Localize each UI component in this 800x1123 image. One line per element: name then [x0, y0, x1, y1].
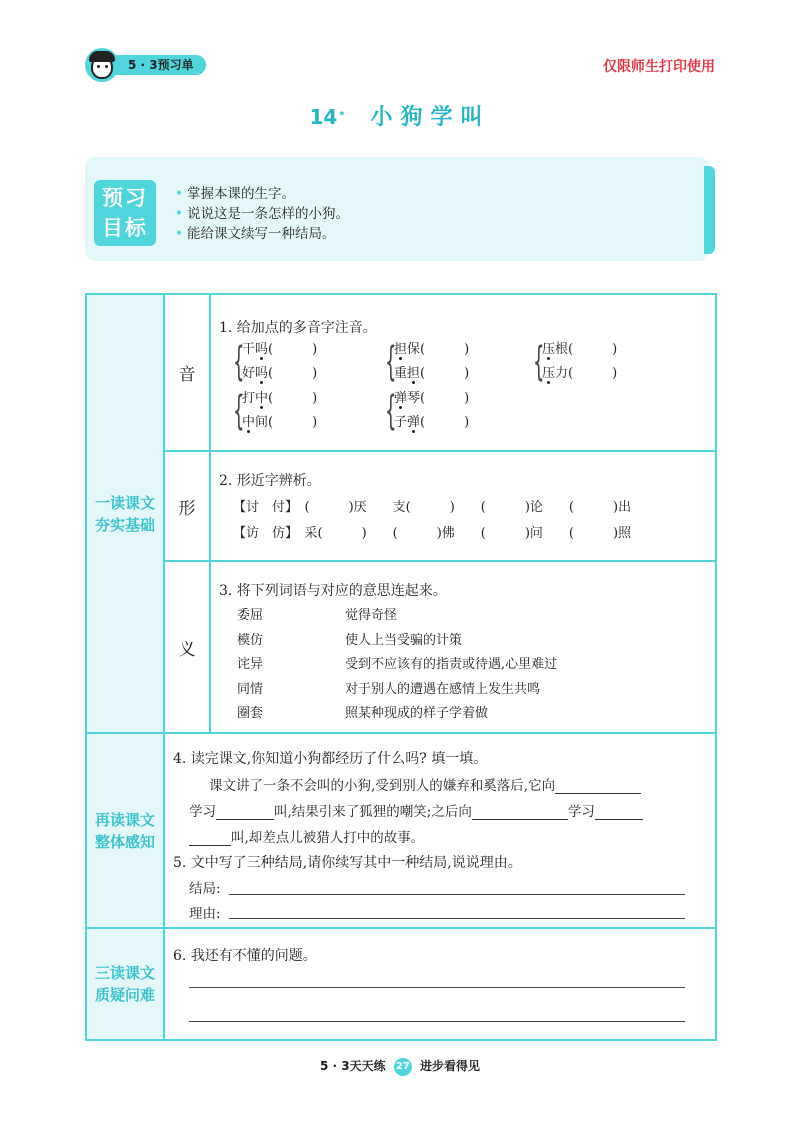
section-read2-line2: 整体感知 — [94, 832, 155, 851]
goal-item: • 说说这是一条怎样的小狗。 — [186, 204, 349, 224]
definition-item: 对于别人的遭遇在感情上发生共鸣 — [345, 681, 541, 697]
shape-row-2: 【访 仿】 采( ) ( )佛 ( )问 ( )照 — [233, 526, 632, 541]
q5-ending-line[interactable] — [229, 894, 685, 895]
footer-right: 进步看得见 — [419, 1059, 480, 1073]
polyphone-group-2: { 担保( ) 重担( ) — [385, 339, 470, 385]
q6-line-1[interactable] — [189, 987, 685, 988]
q4-blank-5[interactable] — [189, 832, 231, 846]
q4-line-2: 学习 叫,结果引来了狐狸的嘲笑;之后向 学习 — [189, 800, 643, 820]
shape-question: 2. 形近字辨析。 — [219, 473, 321, 489]
word-item: 委屈 — [237, 608, 264, 623]
section-read2-line1: 再读课文 — [94, 810, 155, 829]
polyphone-group-1: { 干吗( ) 好吗( ) — [233, 339, 318, 385]
lesson-name: 小狗学叫 — [370, 105, 491, 130]
shape-label: 形 — [164, 451, 210, 561]
meaning-words — [237, 604, 263, 727]
q5-question: 5. 文中写了三种结局,请你续写其中一种结局,说说理由。 — [173, 855, 522, 871]
goal-list — [186, 184, 349, 244]
section-read2 — [86, 733, 164, 928]
shape-cell — [210, 451, 716, 561]
section-read3 — [86, 928, 164, 1040]
definition-item: 使人上当受骗的计策 — [345, 632, 463, 648]
q5-reason-label: 理由: — [189, 906, 221, 922]
section-read3-line2: 质疑问难 — [94, 986, 155, 1004]
word-item: 同情 — [237, 681, 264, 697]
shape-row-1: 【讨 付】 ( )厌 支( ) ( )论 ( )出 — [233, 500, 632, 515]
footer-left: 5 · 3天天练 — [319, 1059, 386, 1073]
section-read1 — [86, 294, 164, 733]
polyphone-group-4: { 打中( ) 中间( ) — [233, 388, 318, 434]
q4-blank-4[interactable] — [595, 806, 643, 820]
q4-line-3: 叫,却差点儿被猎人打中的故事。 — [189, 826, 424, 846]
mascot-logo-icon — [85, 48, 119, 82]
page-number: 27 — [394, 1058, 412, 1076]
section-read3-line1: 三读课文 — [94, 964, 155, 982]
meaning-cell — [210, 561, 716, 733]
lesson-star: * — [339, 109, 345, 121]
goal-badge — [94, 180, 156, 246]
word-item: 圈套 — [237, 706, 264, 721]
meaning-question: 3. 将下列词语与对应的意思连起来。 — [219, 583, 447, 599]
polyphone-group-5: { 弹琴( ) 子弹( ) — [385, 388, 470, 434]
q4-blank-2[interactable] — [216, 806, 274, 820]
word-item: 诧异 — [237, 657, 264, 672]
q4-question: 4. 读完课文,你知道小狗都经历了什么吗? 填一填。 — [173, 751, 488, 767]
definition-item: 照某种现成的样子学着做 — [345, 706, 489, 721]
goal-badge-line1: 预习 — [102, 186, 148, 210]
lesson-number: 14 — [309, 105, 338, 129]
definition-item: 觉得奇怪 — [345, 608, 398, 623]
goal-box-tab — [704, 166, 715, 254]
goal-item: • 能给课文续写一种结局。 — [186, 224, 349, 244]
goal-item: • 掌握本课的生字。 — [186, 184, 349, 204]
overview-cell — [164, 733, 716, 928]
polyphone-group-3: { 压根( ) 压力( ) — [533, 339, 618, 385]
q5-reason-line[interactable] — [229, 918, 685, 919]
footer — [0, 1057, 800, 1076]
definition-item: 受到不应该有的指责或待遇,心里难过 — [345, 657, 558, 672]
worksheet-table — [85, 293, 717, 1041]
q4-blank-3[interactable] — [472, 806, 568, 820]
q6-question: 6. 我还有不懂的问题。 — [173, 948, 317, 964]
section-read1-line2: 夯实基础 — [94, 515, 155, 534]
brand-tag: 5 · 3预习单 — [110, 55, 206, 75]
sound-cell — [210, 294, 716, 451]
lesson-title — [0, 100, 800, 131]
sound-question: 1. 给加点的多音字注音。 — [219, 320, 377, 336]
q6-line-2[interactable] — [189, 1021, 685, 1022]
q4-line-1: 课文讲了一条不会叫的小狗,受到别人的嫌弃和奚落后,它向 — [209, 774, 641, 794]
word-item: 模仿 — [237, 632, 264, 648]
q5-ending-label: 结局: — [189, 881, 221, 897]
sound-label: 音 — [164, 294, 210, 451]
section-read1-line1: 一读课文 — [94, 493, 155, 512]
print-note: 仅限师生打印使用 — [603, 59, 715, 75]
meaning-definitions — [345, 604, 557, 727]
questions-cell — [164, 928, 716, 1040]
goal-badge-line2: 目标 — [102, 216, 148, 240]
meaning-label: 义 — [164, 561, 210, 733]
q4-blank-1[interactable] — [555, 780, 641, 794]
